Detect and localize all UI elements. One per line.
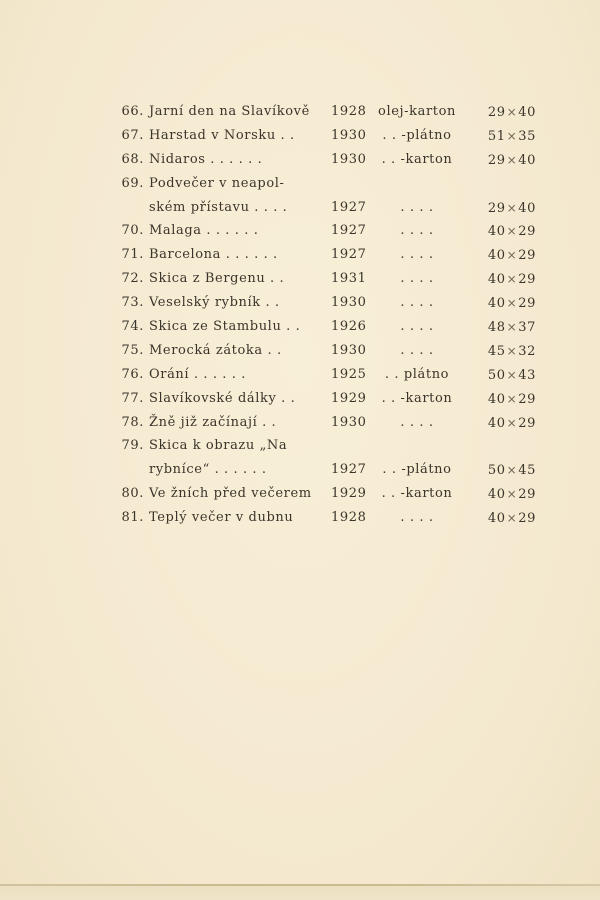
entry-title: Skica z Bergenu . . [149,271,285,287]
dimension-height: 29 [518,415,536,431]
entry-title: Slavíkovské dálky . . [149,390,296,406]
times-symbol: × [506,248,518,263]
entry-title: Skica k obrazu „Na [149,438,288,454]
entry-medium: . . . . [400,199,434,215]
entry-medium: . . . . [400,414,434,430]
times-symbol: × [506,224,518,239]
entry-title: Veselský rybník . . [149,295,280,311]
entry-year: 1929 [331,390,367,406]
entry-number: 73. [121,295,144,311]
dimension-height: 29 [518,511,536,527]
times-symbol: × [506,415,518,430]
entry-medium: . . . . [400,319,434,335]
dimension-height: 32 [518,343,536,359]
times-symbol: × [506,128,518,143]
dimension-height: 29 [518,272,536,288]
entry-dimensions [482,294,536,313]
catalog-entry [0,437,600,461]
dimension-height: 35 [518,128,536,144]
entry-medium: olej-karton [378,104,456,119]
entry-medium: . . . . [400,295,434,311]
times-symbol: × [506,200,518,215]
entry-number: 75. [121,342,144,358]
catalog-entry [0,151,600,175]
entry-dimensions [482,509,536,528]
entry-title: ském přístavu . . . . [149,199,288,215]
catalog-entry [0,127,600,151]
times-symbol: × [506,511,518,526]
dimension-width: 29 [487,152,506,168]
entry-medium: . . -plátno [382,462,452,478]
page-bottom-strip [0,886,600,900]
entry-title: Barcelona . . . . . . [149,247,278,263]
times-symbol: × [506,487,518,502]
entry-number: 69. [121,175,144,191]
dimension-height: 29 [518,296,536,312]
dimension-width: 48 [487,320,506,336]
entry-number: 77. [121,390,144,406]
entry-year: 1930 [331,414,367,430]
entry-number: 72. [121,271,144,287]
entry-title: Skica ze Stambulu . . [149,319,301,335]
entry-year: 1928 [331,104,367,119]
entry-dimensions [482,222,536,241]
entry-medium: . . . . [400,510,434,526]
dimension-height: 45 [518,463,536,479]
entry-medium: . . . . [400,247,434,263]
dimension-width: 40 [487,272,506,288]
times-symbol: × [506,105,518,119]
entry-dimensions [482,366,536,385]
dimension-height: 29 [518,248,536,264]
entry-year: 1926 [331,319,367,335]
catalog-entry [0,199,600,223]
catalog-entry [0,366,600,390]
times-symbol: × [506,463,518,478]
entry-year: 1927 [331,199,367,215]
entry-number: 74. [121,319,144,335]
entry-year: 1930 [331,127,367,143]
catalog-entry [0,246,600,270]
entry-dimensions [482,414,536,433]
entry-number: 68. [121,151,144,167]
times-symbol: × [506,296,518,311]
entry-year: 1930 [331,151,367,167]
dimension-width: 29 [487,105,506,120]
dimension-width: 45 [487,343,506,359]
dimension-width: 29 [487,200,506,216]
dimension-width: 51 [487,128,506,144]
times-symbol: × [506,367,518,382]
dimension-height: 29 [518,224,536,240]
entry-medium: . . -karton [381,151,453,167]
entry-number: 79. [121,438,144,454]
entry-title: Nidaros . . . . . . [149,151,263,167]
entry-title: Teplý večer v dubnu [149,510,294,526]
entry-title: Harstad v Norsku . . [149,127,295,143]
entry-title: Jarní den na Slavíkově [149,104,310,119]
entry-dimensions [482,199,536,218]
dimension-width: 40 [487,415,506,431]
entry-year: 1927 [331,223,367,239]
entry-dimensions [482,151,536,170]
entry-title: rybníce“ . . . . . . [149,462,267,478]
catalog-entry [0,294,600,318]
catalog-entry [0,485,600,509]
entry-medium: . . . . [400,342,434,358]
entry-dimensions [482,342,536,361]
entry-year: 1930 [331,342,367,358]
times-symbol: × [506,152,518,167]
entry-medium: . . . . [400,271,434,287]
entry-dimensions [482,103,536,122]
catalog-entry [0,342,600,366]
entry-year: 1927 [331,462,367,478]
painting-catalog-list [0,103,600,533]
entry-title: Ve žních před večerem [149,486,312,502]
dimension-height: 40 [518,200,536,216]
entry-title: Malaga . . . . . . [149,223,259,239]
dimension-width: 40 [487,248,506,264]
entry-dimensions [482,127,536,146]
entry-number: 81. [121,510,144,526]
times-symbol: × [506,343,518,358]
dimension-width: 40 [487,391,506,407]
entry-number: 80. [121,486,144,502]
entry-title: Merocká zátoka . . [149,342,282,358]
catalog-entry [0,222,600,246]
dimension-height: 37 [518,320,536,336]
entry-number: 66. [121,104,144,119]
entry-year: 1925 [331,366,367,382]
times-symbol: × [506,272,518,287]
catalog-entry [0,414,600,438]
entry-medium: . . -karton [381,390,453,406]
times-symbol: × [506,391,518,406]
entry-number: 78. [121,414,144,430]
dimension-height: 29 [518,391,536,407]
entry-number: 67. [121,127,144,143]
dimension-height: 40 [518,105,536,120]
entry-year: 1928 [331,510,367,526]
entry-number: 70. [121,223,144,239]
entry-dimensions [482,246,536,265]
catalog-entry [0,175,600,199]
entry-medium: . . -plátno [382,127,452,143]
entry-dimensions [482,461,536,480]
entry-dimensions [482,390,536,409]
entry-title: Podvečer v neapol- [149,175,285,191]
dimension-height: 43 [518,367,536,383]
entry-medium: . . -karton [381,486,453,502]
entry-medium: . . . . [400,223,434,239]
times-symbol: × [506,320,518,335]
catalog-entry [0,103,600,127]
dimension-height: 40 [518,152,536,168]
catalog-entry [0,509,600,533]
dimension-width: 40 [487,296,506,312]
catalog-entry [0,318,600,342]
dimension-height: 29 [518,487,536,503]
dimension-width: 40 [487,224,506,240]
dimension-width: 40 [487,487,506,503]
entry-year: 1931 [331,271,367,287]
catalog-entry [0,270,600,294]
entry-title: Žně již začínají . . [149,414,277,430]
entry-year: 1929 [331,486,367,502]
entry-year: 1927 [331,247,367,263]
dimension-width: 50 [487,367,506,383]
entry-number: 76. [121,366,144,382]
entry-dimensions [482,318,536,337]
entry-dimensions [482,485,536,504]
entry-year: 1930 [331,295,367,311]
entry-dimensions [482,270,536,289]
catalog-entry [0,461,600,485]
entry-medium: . . plátno [384,366,450,382]
entry-title: Orání . . . . . . [149,366,246,382]
entry-number: 71. [121,247,144,263]
catalog-entry [0,390,600,414]
dimension-width: 50 [487,463,506,479]
dimension-width: 40 [487,511,506,527]
